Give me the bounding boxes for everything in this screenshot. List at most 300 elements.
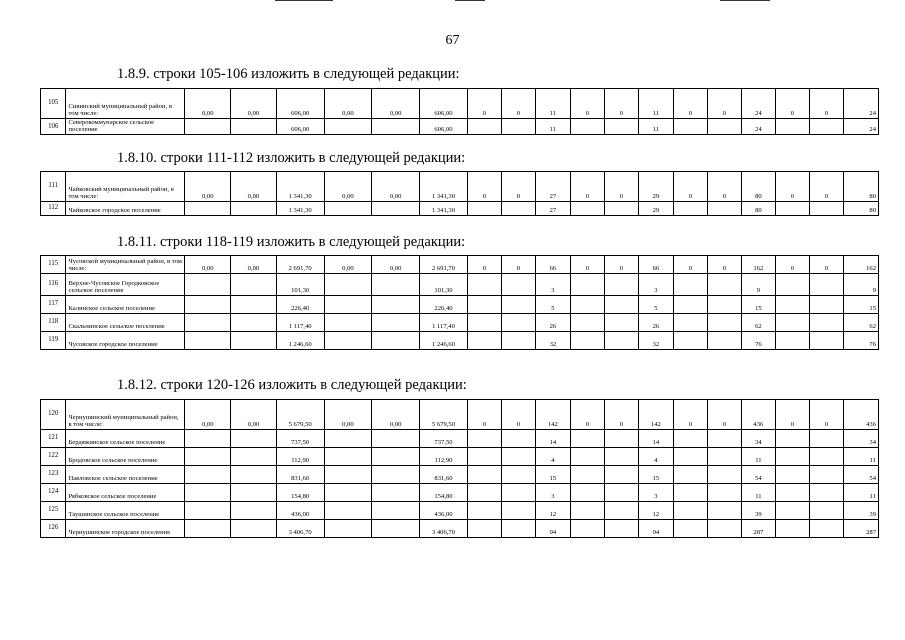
table-cell: 0,00 (372, 172, 420, 202)
table-cell: 5 679,50 (276, 400, 324, 430)
table-cell: 0 (775, 89, 809, 119)
table-cell (570, 484, 604, 502)
table-cell (604, 502, 638, 520)
table-cell: 15 (535, 466, 570, 484)
table-cell: 9 (843, 274, 878, 296)
table-cell (324, 484, 372, 502)
table-cell (231, 314, 277, 332)
table-cell (775, 274, 809, 296)
table-cell (501, 448, 535, 466)
table-cell: 606,00 (420, 119, 468, 135)
section-heading: 1.8.12. строки 120-126 изложить в следующей редакции: (117, 377, 467, 393)
table-row (41, 448, 879, 466)
table-cell: 0,00 (324, 400, 372, 430)
table-cell (570, 314, 604, 332)
table-cell: 15 (741, 296, 775, 314)
table-cell: 76 (843, 332, 878, 350)
table-cell: 1 341,30 (276, 202, 324, 216)
table-cell (707, 502, 741, 520)
table-row (41, 274, 879, 296)
table-cell (775, 332, 809, 350)
table-cell (570, 520, 604, 538)
table-cell: 0,00 (185, 400, 231, 430)
table-cell: 0 (467, 256, 501, 274)
row-number: 118 (41, 314, 66, 332)
table-cell (707, 296, 741, 314)
table-cell: 3 (638, 274, 673, 296)
table-cell: 1 341,30 (420, 172, 468, 202)
territory-name: Чайковский муниципальный район, в том числе: (66, 172, 185, 202)
table-cell: 34 (843, 430, 878, 448)
section-table (40, 171, 879, 216)
table-cell: 0 (570, 256, 604, 274)
table-cell: 2 691,70 (420, 256, 468, 274)
table-cell (467, 274, 501, 296)
table-cell (570, 202, 604, 216)
table-cell (467, 448, 501, 466)
table-cell: 5 (535, 296, 570, 314)
table-cell: 4 (638, 448, 673, 466)
table-cell: 39 (741, 502, 775, 520)
table-cell (809, 448, 843, 466)
table-cell (231, 202, 277, 216)
section-table (40, 88, 879, 135)
table-cell (185, 502, 231, 520)
table-cell (570, 430, 604, 448)
table-cell (324, 202, 372, 216)
table-cell (604, 520, 638, 538)
table-cell (231, 296, 277, 314)
table-cell (775, 296, 809, 314)
table-cell: 5 679,50 (420, 400, 468, 430)
table-row (41, 314, 879, 332)
table-cell: 0 (570, 89, 604, 119)
table-cell (231, 484, 277, 502)
table-cell (707, 520, 741, 538)
table-cell (467, 202, 501, 216)
table-cell: 80 (741, 202, 775, 216)
table-cell: 154,80 (420, 484, 468, 502)
row-number: 117 (41, 296, 66, 314)
table-cell (673, 332, 707, 350)
table-cell: 436,00 (420, 502, 468, 520)
table-cell: 11 (843, 484, 878, 502)
table-cell: 0 (673, 172, 707, 202)
table-cell: 62 (741, 314, 775, 332)
table-row (41, 430, 879, 448)
table-cell: 831,60 (420, 466, 468, 484)
table-cell (707, 430, 741, 448)
table-cell: 5 (638, 296, 673, 314)
table-cell (467, 119, 501, 135)
table-cell (324, 119, 372, 135)
table-cell (501, 520, 535, 538)
table-cell (185, 296, 231, 314)
table-cell: 436,00 (276, 502, 324, 520)
table-cell: 2 691,70 (276, 256, 324, 274)
table-cell (775, 448, 809, 466)
table-cell (372, 332, 420, 350)
table-cell (570, 274, 604, 296)
table-cell: 12 (638, 502, 673, 520)
table-cell: 606,00 (276, 119, 324, 135)
table-cell: 24 (741, 89, 775, 119)
table-cell: 0 (501, 89, 535, 119)
table-cell: 287 (843, 520, 878, 538)
table-cell (501, 296, 535, 314)
row-number: 123 (41, 466, 66, 484)
table-cell (604, 430, 638, 448)
table-cell (775, 484, 809, 502)
table-cell (324, 502, 372, 520)
table-cell: 11 (843, 448, 878, 466)
table-cell (372, 502, 420, 520)
table-cell (604, 296, 638, 314)
table-cell (570, 332, 604, 350)
table-cell (604, 448, 638, 466)
table-cell (231, 332, 277, 350)
table-cell (707, 202, 741, 216)
row-number: 120 (41, 400, 66, 430)
table-cell: 0,00 (372, 400, 420, 430)
section-heading: 1.8.10. строки 111-112 изложить в следующей редакции: (117, 150, 466, 166)
table-cell (185, 274, 231, 296)
territory-name: Северокоммунарское сельское поселение (66, 119, 185, 135)
table-cell: 0,00 (324, 172, 372, 202)
table-cell: 0 (775, 256, 809, 274)
table-cell: 11 (535, 119, 570, 135)
table-cell: 80 (741, 172, 775, 202)
table-cell (707, 484, 741, 502)
table-cell (185, 448, 231, 466)
table-cell: 436 (843, 400, 878, 430)
table-cell (707, 119, 741, 135)
table-row (41, 502, 879, 520)
table-cell (324, 520, 372, 538)
table-cell: 162 (843, 256, 878, 274)
table-row (41, 400, 879, 430)
row-number: 112 (41, 202, 66, 216)
table-cell (324, 466, 372, 484)
table-cell (775, 466, 809, 484)
table-cell (372, 202, 420, 216)
table-cell: 142 (638, 400, 673, 430)
row-number: 116 (41, 274, 66, 296)
table-cell (467, 296, 501, 314)
table-cell: 0 (809, 400, 843, 430)
territory-name: Чусовское городское поселение (66, 332, 185, 350)
table-cell: 80 (843, 202, 878, 216)
table-cell (185, 314, 231, 332)
table-cell: 0,00 (324, 89, 372, 119)
table-cell (231, 119, 277, 135)
table-cell (185, 119, 231, 135)
table-cell: 0,00 (231, 172, 277, 202)
table-cell (467, 520, 501, 538)
table-cell (501, 484, 535, 502)
table-cell (775, 430, 809, 448)
table-cell (372, 448, 420, 466)
table-cell (231, 448, 277, 466)
table-cell (324, 332, 372, 350)
table-cell (324, 448, 372, 466)
table-cell: 0 (604, 256, 638, 274)
table-cell: 0 (809, 256, 843, 274)
table-cell (324, 314, 372, 332)
table-cell: 24 (843, 119, 878, 135)
table-cell: 3 406,70 (420, 520, 468, 538)
table-cell: 27 (535, 172, 570, 202)
table-cell: 4 (535, 448, 570, 466)
table-cell: 0,00 (231, 256, 277, 274)
table-cell: 287 (741, 520, 775, 538)
table-cell: 0,00 (231, 400, 277, 430)
table-cell: 226,40 (420, 296, 468, 314)
table-cell: 11 (741, 448, 775, 466)
table-cell (809, 332, 843, 350)
table-cell (809, 202, 843, 216)
table-cell (501, 202, 535, 216)
territory-name: Чернушинский муниципальный район, в том числе: (66, 400, 185, 430)
table-cell (231, 502, 277, 520)
table-cell (809, 520, 843, 538)
table-cell: 1 341,30 (276, 172, 324, 202)
table-cell (570, 296, 604, 314)
table-row (41, 332, 879, 350)
table-cell (372, 119, 420, 135)
row-number: 121 (41, 430, 66, 448)
table-cell (604, 202, 638, 216)
table-cell: 0 (570, 400, 604, 430)
table-cell (673, 296, 707, 314)
row-number: 119 (41, 332, 66, 350)
table-cell: 112,90 (420, 448, 468, 466)
table-cell (324, 296, 372, 314)
table-cell (501, 466, 535, 484)
top-rule-3 (720, 0, 770, 1)
table-cell: 0 (570, 172, 604, 202)
table-cell (707, 274, 741, 296)
table-cell: 0 (501, 172, 535, 202)
page-number: 67 (445, 33, 460, 48)
table-cell: 0,00 (372, 256, 420, 274)
table-cell: 29 (638, 202, 673, 216)
table-cell (467, 484, 501, 502)
table-cell (467, 314, 501, 332)
table-cell: 142 (535, 400, 570, 430)
table-cell (673, 202, 707, 216)
table-cell: 737,50 (276, 430, 324, 448)
table-cell: 9 (741, 274, 775, 296)
table-cell: 80 (843, 172, 878, 202)
table-cell (467, 466, 501, 484)
territory-name: Бродовское сельское поселение (66, 448, 185, 466)
table-cell: 1 341,30 (420, 202, 468, 216)
table-cell (775, 314, 809, 332)
table-cell (467, 430, 501, 448)
territory-name: Рябковское сельское поселение (66, 484, 185, 502)
table-cell (231, 430, 277, 448)
table-cell: 0 (707, 400, 741, 430)
table-cell: 606,00 (276, 89, 324, 119)
row-number: 126 (41, 520, 66, 538)
table-cell: 0 (775, 172, 809, 202)
table-cell: 66 (535, 256, 570, 274)
table-cell: 54 (843, 466, 878, 484)
table-cell: 26 (535, 314, 570, 332)
table-cell (324, 430, 372, 448)
table-row (41, 119, 879, 135)
row-number: 111 (41, 172, 66, 202)
territory-name: Бердяжинское сельское поселение (66, 430, 185, 448)
table-cell: 3 (535, 484, 570, 502)
table-cell (372, 484, 420, 502)
table-cell: 0,00 (231, 89, 277, 119)
top-rule-1 (275, 0, 333, 1)
table-cell (809, 296, 843, 314)
table-row (41, 256, 879, 274)
row-number: 115 (41, 256, 66, 274)
table-cell (604, 314, 638, 332)
table-cell: 12 (535, 502, 570, 520)
table-cell (324, 274, 372, 296)
table-cell (185, 484, 231, 502)
table-row (41, 466, 879, 484)
table-cell (775, 202, 809, 216)
table-row (41, 172, 879, 202)
table-cell: 11 (535, 89, 570, 119)
table-cell (604, 332, 638, 350)
table-cell: 24 (843, 89, 878, 119)
table-row (41, 520, 879, 538)
territory-name: Скальнинское сельское поселение (66, 314, 185, 332)
table-cell: 737,50 (420, 430, 468, 448)
table-cell (501, 502, 535, 520)
table-cell: 162 (741, 256, 775, 274)
table-cell (372, 520, 420, 538)
table-cell: 3 (638, 484, 673, 502)
table-cell: 1 246,60 (420, 332, 468, 350)
table-cell (570, 502, 604, 520)
table-cell (604, 484, 638, 502)
territory-name: Чайковское городское поселение (66, 202, 185, 216)
table-cell (467, 502, 501, 520)
table-cell: 0 (809, 172, 843, 202)
table-cell (809, 502, 843, 520)
table-cell (231, 520, 277, 538)
section-heading: 1.8.9. строки 105-106 изложить в следующей редакции: (117, 66, 460, 82)
table-cell (570, 119, 604, 135)
table-cell (707, 332, 741, 350)
table-cell: 436 (741, 400, 775, 430)
table-cell (673, 448, 707, 466)
table-cell: 0 (467, 172, 501, 202)
table-cell: 62 (843, 314, 878, 332)
table-cell: 11 (638, 89, 673, 119)
table-cell: 1 117,40 (276, 314, 324, 332)
table-cell: 0 (775, 400, 809, 430)
table-cell (809, 314, 843, 332)
table-cell (501, 430, 535, 448)
table-cell (372, 430, 420, 448)
territory-name: Сивинский муниципальный район, в том числе: (66, 89, 185, 119)
table-cell: 34 (741, 430, 775, 448)
table-cell: 32 (638, 332, 673, 350)
table-cell: 76 (741, 332, 775, 350)
table-cell (809, 274, 843, 296)
table-cell: 0 (707, 256, 741, 274)
table-cell: 101,30 (420, 274, 468, 296)
table-cell (185, 202, 231, 216)
table-cell: 14 (638, 430, 673, 448)
table-cell: 0 (673, 256, 707, 274)
row-number: 105 (41, 89, 66, 119)
table-cell (501, 332, 535, 350)
table-cell (775, 502, 809, 520)
table-cell (372, 274, 420, 296)
table-cell (707, 314, 741, 332)
table-cell (185, 520, 231, 538)
table-cell: 26 (638, 314, 673, 332)
table-cell: 66 (638, 256, 673, 274)
table-cell (570, 466, 604, 484)
table-cell: 112,90 (276, 448, 324, 466)
territory-name: Чусовской муниципальный район, в том числе: (66, 256, 185, 274)
table-cell (673, 430, 707, 448)
table-cell: 0 (467, 89, 501, 119)
table-cell (673, 484, 707, 502)
section-heading: 1.8.11. строки 118-119 изложить в следующей редакции: (117, 234, 466, 250)
table-cell (467, 332, 501, 350)
table-cell: 0,00 (372, 89, 420, 119)
table-cell (775, 520, 809, 538)
top-rule-2 (455, 0, 485, 1)
table-cell: 3 406,70 (276, 520, 324, 538)
table-cell: 94 (535, 520, 570, 538)
table-row (41, 484, 879, 502)
table-cell (809, 119, 843, 135)
territory-name: Чернушинское городское поселение (66, 520, 185, 538)
table-cell (809, 430, 843, 448)
table-cell: 29 (638, 172, 673, 202)
table-cell: 1 246,60 (276, 332, 324, 350)
table-cell: 3 (535, 274, 570, 296)
table-cell: 0 (707, 172, 741, 202)
table-cell: 606,00 (420, 89, 468, 119)
table-cell: 0 (604, 172, 638, 202)
table-cell: 0 (809, 89, 843, 119)
table-cell (707, 448, 741, 466)
table-cell (372, 314, 420, 332)
table-cell (231, 274, 277, 296)
table-cell (501, 274, 535, 296)
table-cell: 0 (673, 400, 707, 430)
table-cell: 27 (535, 202, 570, 216)
table-cell (673, 520, 707, 538)
territory-name: Калинское сельское поселение (66, 296, 185, 314)
table-cell: 0 (604, 400, 638, 430)
territory-name: Павловское сельское поселение (66, 466, 185, 484)
row-number: 125 (41, 502, 66, 520)
table-cell (673, 314, 707, 332)
table-cell (185, 332, 231, 350)
table-cell: 0 (501, 400, 535, 430)
table-cell (673, 466, 707, 484)
table-cell: 0 (604, 89, 638, 119)
table-cell: 94 (638, 520, 673, 538)
table-cell (231, 466, 277, 484)
table-cell: 154,80 (276, 484, 324, 502)
